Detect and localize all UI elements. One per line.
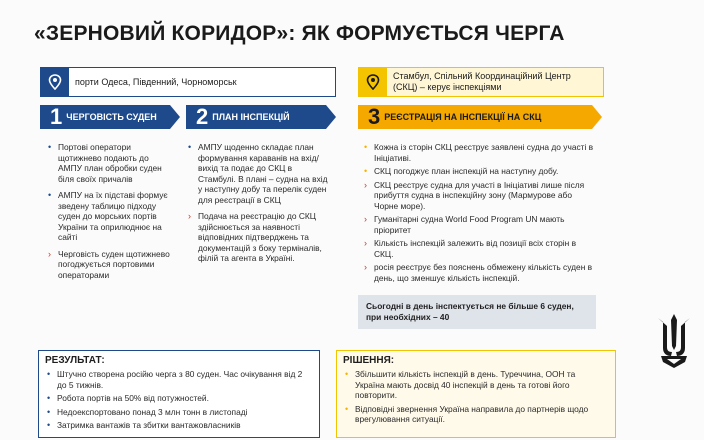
bullet-icon: • [188, 142, 192, 152]
col-1-list [48, 142, 170, 286]
list-item [364, 180, 596, 212]
list-item-text: росія реєструє без пояснень обмежену кількість суден в день, що зменшує кількість інспекцій. [374, 262, 593, 283]
bullet-icon: • [47, 393, 51, 403]
list-item [364, 166, 596, 177]
list-item [47, 369, 311, 390]
decision-header: РІШЕННЯ: [343, 355, 395, 366]
list-item-text: Гуманітарні судна World Food Program UN мають пріоритет [374, 214, 565, 235]
list-item [47, 420, 311, 431]
list-item-text: Відповідні звернення Україна направила до партнерів щодо врегулювання ситуації. [355, 403, 589, 424]
chevron-right-icon: › [364, 214, 367, 224]
list-item [364, 238, 596, 259]
list-item-text: Недоекспортовано понад 3 млн тонн в листопаді [57, 406, 248, 417]
bullet-icon: • [364, 166, 368, 176]
chevron-right-icon: › [364, 179, 367, 190]
list-item [345, 404, 607, 425]
step-2-number: 2 [196, 104, 209, 129]
list-item [47, 393, 311, 404]
list-item-text: АМПУ на їх підставі формує зведену таблицю підходу суден до морських портів України та оприлюднює на сайті [58, 190, 168, 242]
bullet-icon: • [345, 369, 349, 379]
bullet-icon: • [47, 369, 51, 379]
list-item-text: Робота портів на 50% від потужностей. [57, 393, 209, 403]
list-item [364, 142, 596, 163]
list-item-text: СКЦ погоджує план інспекцій на наступну добу. [374, 166, 559, 176]
list-item [364, 214, 596, 235]
result-panel [38, 350, 320, 438]
today-note-line1: Сьогодні в день інспектується не більше 6 суден, [366, 301, 574, 311]
location-istanbul-line1: Стамбул, Спільний Координаційний Центр [393, 71, 571, 81]
map-pin-icon [41, 68, 69, 96]
step-1-header [40, 105, 170, 129]
list-item-text: Кількість інспекцій залежить від позиції всіх сторін в СКЦ. [374, 238, 577, 259]
col-2-list [188, 142, 328, 270]
step-3-arrow [592, 105, 602, 129]
list-item [48, 142, 170, 184]
location-istanbul-line2: (СКЦ) – керує інспекціями [393, 82, 502, 92]
location-istanbul [358, 67, 604, 97]
list-item [345, 369, 607, 401]
step-1-label: ЧЕРГОВІСТЬ СУДЕН [66, 112, 157, 122]
today-note [358, 295, 596, 329]
list-item [188, 142, 328, 205]
list-item-text: Подача на реєстрацію до СКЦ здійснюється за наявності відповідних підтверджень та документацій з боку терміналів, філій та агента в Україні. [198, 211, 322, 263]
today-note-line2: при необхідних – 40 [366, 312, 450, 322]
step-2-label: ПЛАН ІНСПЕКЦІЙ [212, 112, 290, 122]
chevron-right-icon: › [188, 211, 191, 221]
bullet-icon: • [345, 403, 349, 414]
list-item-text: СКЦ реєструє судна для участі в Ініціативі лише після прибуття судна в інспекційну зону (Мармурове або Чорне море). [374, 179, 585, 211]
chevron-right-icon: › [364, 238, 367, 248]
list-item-text: Збільшити кількість інспекцій в день. Туреччина, ООН та Україна мають досвід 40 інспекцій в день та готові його повторити. [355, 369, 576, 400]
step-3-number: 3 [368, 104, 381, 129]
map-pin-icon [359, 68, 387, 96]
list-item-text: Кожна із сторін СКЦ реєструє заявлені судна до участі в Ініціативі. [374, 142, 594, 163]
list-item-text: Черговість суден щотижнево погоджується портовими операторами [58, 248, 170, 280]
chevron-right-icon: › [48, 248, 51, 259]
step-3-label: РЕЄСТРАЦІЯ НА ІНСПЕКЦІЇ НА СКЦ [384, 112, 542, 122]
location-ports-text: порти Одеса, Південний, Чорноморськ [75, 76, 237, 87]
result-header: РЕЗУЛЬТАТ: [45, 355, 105, 366]
step-1-arrow [170, 105, 180, 129]
col-3-list [364, 142, 596, 286]
bullet-icon: • [48, 142, 52, 152]
list-item [48, 190, 170, 243]
trident-icon [655, 312, 693, 375]
step-2-arrow [326, 105, 336, 129]
bullet-icon: • [48, 190, 52, 200]
decision-list [337, 366, 615, 425]
step-3-header [358, 105, 592, 129]
list-item-text: Портові оператори щотижнево подають до АМПУ план обробки суден біля своїх причалів [58, 142, 162, 184]
list-item-text: Штучно створена російю черга з 80 суден. Час очікування від 2 до 5 тижнів. [57, 369, 303, 390]
list-item [47, 407, 311, 418]
location-istanbul-text [387, 71, 571, 93]
list-item [188, 211, 328, 264]
bullet-icon: • [364, 142, 368, 152]
bullet-icon: • [47, 420, 51, 430]
step-1-number: 1 [50, 104, 63, 129]
location-ports [40, 67, 336, 97]
list-item [48, 249, 170, 281]
bullet-icon: • [47, 406, 51, 417]
step-2-header [186, 105, 326, 129]
page-title: «ЗЕРНОВИЙ КОРИДОР»: ЯК ФОРМУЄТЬСЯ ЧЕРГА [34, 22, 565, 45]
list-item [364, 262, 596, 283]
list-item-text: Затримка вантажів та збитки вантажовласників [57, 420, 241, 430]
result-list [39, 366, 319, 431]
chevron-right-icon: › [364, 262, 367, 272]
decision-panel [336, 350, 616, 438]
list-item-text: АМПУ щоденно складає план формування караванів на вхід/вихід та подає до СКЦ в Стамбулі. В плані – судна на вхід у наступну добу та перелік суден для реєстрації в СКЦ [198, 142, 328, 205]
